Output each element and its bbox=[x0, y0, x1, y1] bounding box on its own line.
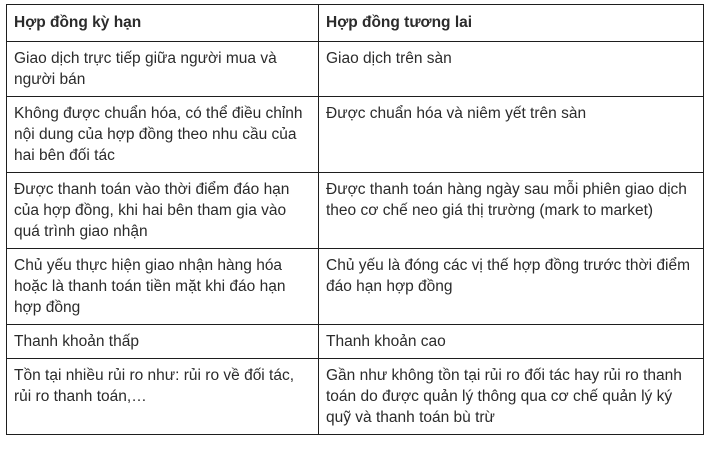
forward-cell: Thanh khoản thấp bbox=[7, 325, 319, 359]
futures-cell: Thanh khoản cao bbox=[319, 325, 704, 359]
forward-cell: Không được chuẩn hóa, có thể điều chỉnh nội dung của hợp đồng theo nhu cầu của hai bên đối tác bbox=[7, 97, 319, 173]
table-row bbox=[7, 359, 704, 435]
comparison-table bbox=[6, 4, 704, 435]
table-row bbox=[7, 325, 704, 359]
table-row bbox=[7, 173, 704, 249]
table-row bbox=[7, 249, 704, 325]
header-forward-contract: Hợp đồng kỳ hạn bbox=[7, 5, 319, 42]
table-header-row bbox=[7, 5, 704, 42]
table-row bbox=[7, 97, 704, 173]
forward-cell: Được thanh toán vào thời điểm đáo hạn của hợp đồng, khi hai bên tham gia vào quá trình giao nhận bbox=[7, 173, 319, 249]
futures-cell: Được thanh toán hàng ngày sau mỗi phiên giao dịch theo cơ chế neo giá thị trường (mark to market) bbox=[319, 173, 704, 249]
forward-cell: Tồn tại nhiều rủi ro như: rủi ro về đối tác, rủi ro thanh toán,… bbox=[7, 359, 319, 435]
header-futures-contract: Hợp đồng tương lai bbox=[319, 5, 704, 42]
futures-cell: Chủ yếu là đóng các vị thế hợp đồng trước thời điểm đáo hạn hợp đồng bbox=[319, 249, 704, 325]
futures-cell: Được chuẩn hóa và niêm yết trên sàn bbox=[319, 97, 704, 173]
forward-cell: Chủ yếu thực hiện giao nhận hàng hóa hoặc là thanh toán tiền mặt khi đáo hạn hợp đồng bbox=[7, 249, 319, 325]
forward-cell: Giao dịch trực tiếp giữa người mua và người bán bbox=[7, 42, 319, 97]
futures-cell: Giao dịch trên sàn bbox=[319, 42, 704, 97]
table-row bbox=[7, 42, 704, 97]
futures-cell: Gần như không tồn tại rủi ro đối tác hay rủi ro thanh toán do được quản lý thông qua cơ chế quản lý ký quỹ và thanh toán bù trừ bbox=[319, 359, 704, 435]
